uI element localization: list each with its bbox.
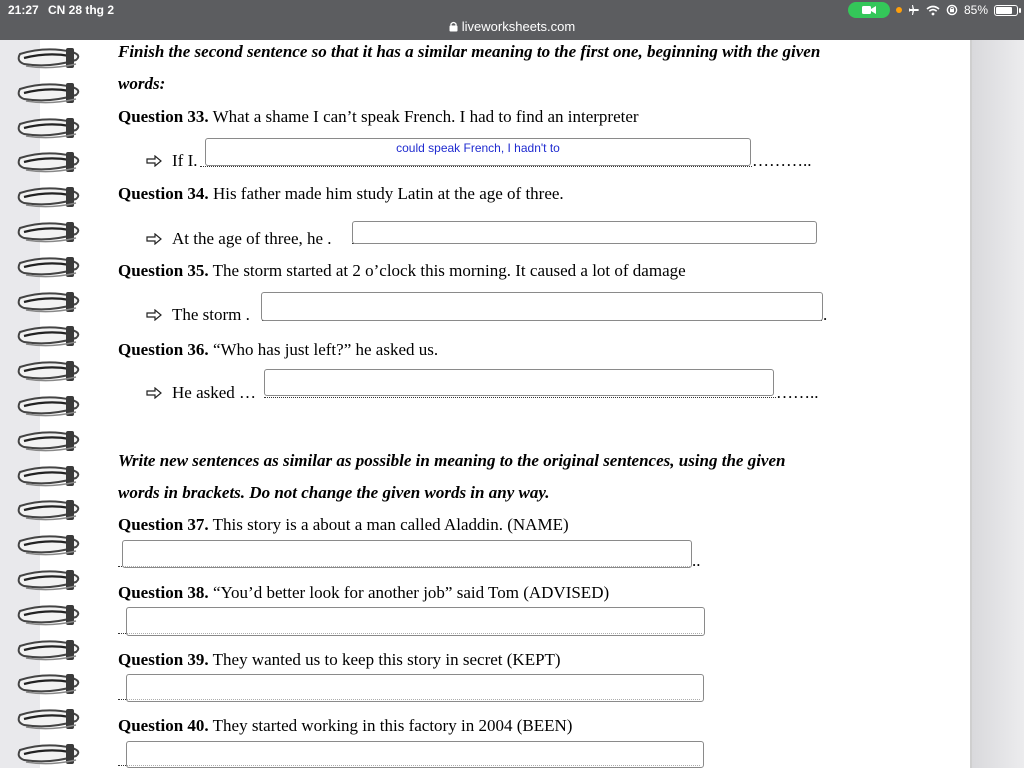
status-indicators	[848, 2, 1018, 18]
spiral-ring	[16, 392, 84, 420]
answer-dotted-line	[200, 166, 752, 167]
question-33-answer-input[interactable]: could speak French, I hadn't to	[205, 138, 751, 166]
question-33	[118, 106, 639, 128]
spiral-ring	[16, 636, 84, 664]
question-35-suffix: .	[823, 305, 828, 324]
spiral-ring	[16, 322, 84, 350]
spiral-ring	[16, 601, 84, 629]
spiral-ring	[16, 148, 84, 176]
spiral-ring	[16, 427, 84, 455]
status-bar	[0, 0, 1024, 40]
question-36-answer-row	[146, 382, 256, 404]
question-36-answer-input[interactable]	[264, 369, 774, 396]
battery-percent: 85%	[963, 3, 988, 17]
section1-instruction-line2: words:	[118, 74, 166, 93]
question-34-answer-row	[146, 228, 332, 250]
spiral-binding	[0, 40, 92, 768]
question-38	[118, 582, 609, 604]
status-date: CN 28 thg 2	[48, 3, 115, 17]
spiral-ring	[16, 114, 84, 142]
question-35-text: The storm started at 2 o’clock this morning. It caused a lot of damage	[212, 261, 686, 280]
question-36	[118, 339, 438, 361]
question-34-answer-input[interactable]	[352, 221, 817, 244]
section2-instruction-line2: words in brackets. Do not change the given words in any way.	[118, 483, 550, 502]
question-36-text: “Who has just left?” he asked us.	[212, 340, 439, 359]
address-bar[interactable]	[0, 19, 1024, 34]
question-33-answer-row	[146, 150, 197, 172]
spiral-ring	[16, 531, 84, 559]
section2-instruction-line1: Write new sentences as similar as possible in meaning to the original sentences, using the given	[118, 451, 786, 470]
question-37	[118, 514, 569, 536]
question-33-prefix: If I.	[172, 151, 198, 170]
question-34-label: Question 34.	[118, 184, 209, 203]
question-37-label: Question 37.	[118, 515, 209, 534]
airplane-mode-icon	[908, 4, 920, 16]
spiral-ring	[16, 496, 84, 524]
question-39-text: They wanted us to keep this story in secret (KEPT)	[212, 650, 561, 669]
question-35-answer-input[interactable]	[261, 292, 823, 321]
question-40-answer-input[interactable]	[126, 741, 704, 768]
wifi-icon	[926, 5, 940, 16]
question-33-label: Question 33.	[118, 107, 209, 126]
mic-indicator-icon	[896, 7, 902, 13]
question-36-prefix: He asked …	[172, 383, 257, 402]
question-33-suffix: ………..	[752, 151, 812, 170]
spiral-ring	[16, 183, 84, 211]
battery-level	[996, 7, 1012, 14]
right-arrow-icon	[146, 233, 162, 245]
question-38-text: “You’d better look for another job” said Tom (ADVISED)	[212, 583, 610, 602]
spiral-ring	[16, 79, 84, 107]
question-40	[118, 715, 572, 737]
spiral-ring	[16, 44, 84, 72]
spiral-ring	[16, 462, 84, 490]
question-38-answer-input[interactable]	[126, 607, 705, 636]
spiral-ring	[16, 566, 84, 594]
right-arrow-icon	[146, 155, 162, 167]
spiral-ring	[16, 740, 84, 768]
question-39-label: Question 39.	[118, 650, 209, 669]
question-37-suffix: ..	[692, 551, 701, 570]
question-39	[118, 649, 561, 671]
question-35-answer-row	[146, 304, 250, 326]
answer-dotted-line	[264, 397, 776, 398]
section1-instruction-line1: Finish the second sentence so that it has a similar meaning to the first one, beginning with the given	[118, 42, 821, 61]
question-40-label: Question 40.	[118, 716, 209, 735]
question-34-prefix: At the age of three, he .	[172, 229, 332, 248]
question-39-answer-input[interactable]	[126, 674, 704, 702]
spiral-ring	[16, 288, 84, 316]
spiral-ring	[16, 705, 84, 733]
question-36-suffix: ……..	[776, 383, 819, 402]
question-37-answer-input[interactable]	[122, 540, 692, 568]
spiral-ring	[16, 357, 84, 385]
right-arrow-icon	[146, 387, 162, 399]
question-35	[118, 260, 686, 282]
battery-icon	[994, 5, 1018, 16]
question-37-text: This story is a about a man called Aladdin. (NAME)	[212, 515, 569, 534]
spiral-ring	[16, 218, 84, 246]
right-arrow-icon	[146, 309, 162, 321]
question-38-label: Question 38.	[118, 583, 209, 602]
orientation-lock-icon	[946, 4, 958, 16]
spiral-ring	[16, 253, 84, 281]
url-text: liveworksheets.com	[461, 19, 576, 34]
question-40-text: They started working in this factory in 2004 (BEEN)	[212, 716, 573, 735]
section1-instruction	[118, 36, 930, 100]
lock-icon	[449, 21, 458, 32]
spiral-ring	[16, 670, 84, 698]
camera-in-use-icon[interactable]	[848, 2, 890, 18]
question-35-prefix: The storm .	[172, 305, 250, 324]
section2-instruction	[118, 445, 930, 509]
question-34	[118, 183, 564, 205]
question-36-label: Question 36.	[118, 340, 209, 359]
question-33-text: What a shame I can’t speak French. I had to find an interpreter	[212, 107, 639, 126]
question-34-text: His father made him study Latin at the age of three.	[212, 184, 564, 203]
question-35-label: Question 35.	[118, 261, 209, 280]
status-time: 21:27	[8, 3, 39, 17]
page-edge	[972, 40, 1024, 768]
